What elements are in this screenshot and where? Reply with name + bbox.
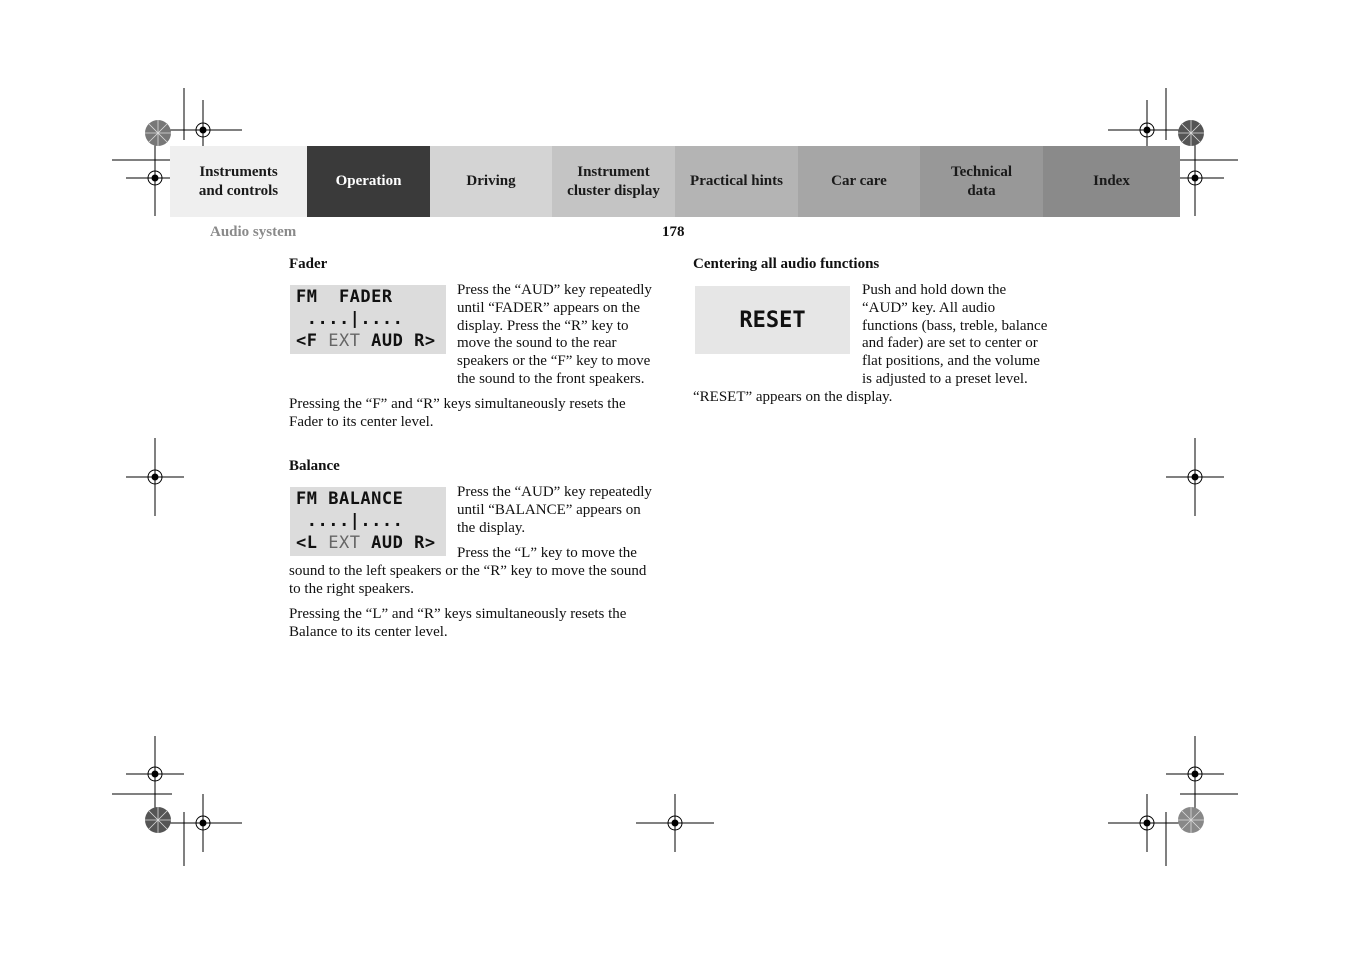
fader-heading: Fader [289,256,328,272]
tab-label [1093,172,1130,191]
tab-label [199,163,278,201]
balance-display-right: AUD R> [360,533,436,553]
balance-text-1: Press the “AUD” key repeatedly until “BALANCE” appears on the display. [457,484,652,536]
tab-label-line1: Technical [950,163,1013,180]
balance-display-line2: ....|.... [296,511,404,531]
tab-driving[interactable] [430,146,552,217]
reset-display: RESET [695,286,850,354]
tab-instrument[interactable] [552,146,675,217]
tab-label [567,163,660,201]
tab-label-line1: Car care [831,173,887,189]
tab-label-line1: Operation [335,173,402,189]
balance-text-3: Pressing the “L” and “R” keys simultaneously resets the Balance to its center level. [289,606,627,640]
centering-heading: Centering all audio functions [693,256,880,272]
tab-label-line2: and controls [198,182,279,199]
balance-text-2-content: Press the “L” key to move the sound to the left speakers or the “R” key to move the sound to the right speakers. [289,545,647,597]
fader-display-left: <F [296,331,329,351]
centering-text-1 [693,282,1053,407]
tab-practical-hints[interactable] [675,146,798,217]
page-number: 178 [662,224,685,240]
tab-label-line1: Index [1093,173,1130,189]
chapter-tabs [170,146,1180,217]
tab-label [690,172,783,191]
tab-operation[interactable] [307,146,430,217]
fader-text-1 [289,282,657,389]
tab-label-line2: cluster display [567,182,660,199]
tab-car-care[interactable] [798,146,920,217]
tab-label-line2: data [967,182,996,199]
balance-text-2 [289,545,657,598]
fader-text-2: Pressing the “F” and “R” keys simultaneously resets the Fader to its center level. [289,396,626,430]
tab-label [466,172,515,191]
tab-index[interactable] [1043,146,1180,217]
tab-technical[interactable] [920,146,1043,217]
balance-float-spacer [289,545,457,559]
fader-display-mid: EXT [328,331,361,351]
balance-heading: Balance [289,458,340,474]
tab-label-line1: Driving [466,173,516,189]
balance-display-line1: FM BALANCE [296,489,404,509]
fader-float-spacer [289,282,457,371]
centering-float-spacer [693,282,862,371]
centering-text-1-content: Push and hold down the “AUD” key. All audio functions (bass, treble, balance and fader) are set to center or flat positions, and the volume is adjusted to a preset level. “RESET” appears on the display. [693,282,1048,405]
balance-display-left: <L [296,533,329,553]
tab-label [336,172,402,191]
section-title: Audio system [210,224,297,240]
fader-display-right: AUD R> [360,331,436,351]
tab-label [951,163,1012,201]
tab-instruments[interactable] [170,146,307,217]
fader-text-1-content: Press the “AUD” key repeatedly until “FADER” appears on the display. Press the “R” key to move the sound to the rear speakers or the “F” key to move the sound to the front speakers. [457,282,652,387]
fader-display-line1: FM FADER [296,287,393,307]
fader-display-line2: ....|.... [296,309,404,329]
tab-label-line1: Practical hints [690,173,783,189]
balance-display-mid: EXT [328,533,361,553]
tab-label-line1: Instrument [577,163,650,180]
tab-label [831,172,887,191]
tab-label-line1: Instruments [199,163,278,180]
